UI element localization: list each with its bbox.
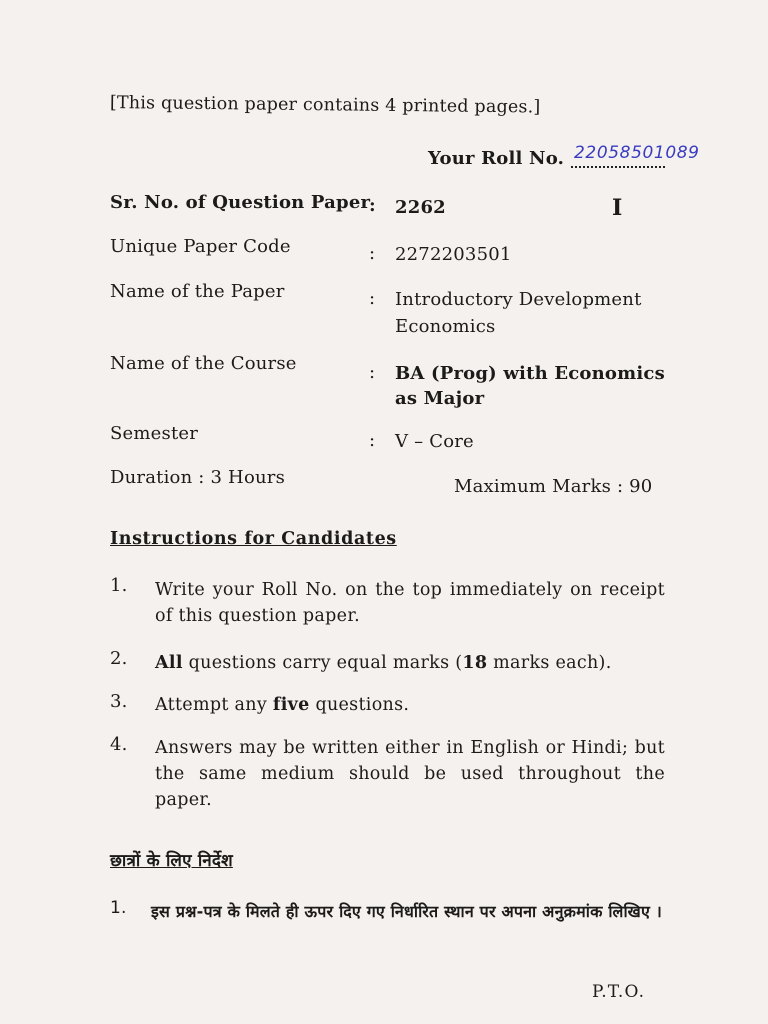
hindi-instructions-title: छात्रों के लिए निर्देश [110, 851, 233, 871]
instruction-number: 2. [110, 648, 128, 669]
upc-label: Unique Paper Code [110, 236, 291, 257]
semester-value: V – Core [395, 431, 474, 452]
instruction-text: Write your Roll No. on the top immediately on receipt of this question paper. [155, 580, 665, 626]
instruction-number: 3. [110, 691, 128, 712]
instruction-text-part: questions carry equal marks ( [182, 653, 463, 673]
semester-label: Semester [110, 423, 199, 444]
hindi-instruction-number: 1. [110, 898, 127, 918]
instruction-text-part: marks each). [487, 653, 612, 673]
instruction-number: 1. [110, 575, 128, 596]
course-name-colon: : [369, 362, 376, 383]
instruction-emphasis: 18 [462, 653, 488, 673]
set-letter: I [612, 195, 623, 221]
paper-name-label: Name of the Paper [110, 281, 285, 302]
sr-no-label: Sr. No. of Question Paper [110, 192, 371, 213]
semester-colon: : [369, 430, 376, 451]
instructions-title: Instructions for Candidates [110, 529, 397, 549]
instruction-text-part: Attempt any [155, 695, 273, 715]
instruction-text: Answers may be written either in English or Hindi; but the same medium should be used throughout the paper. [155, 738, 665, 810]
instruction-emphasis: All [155, 653, 183, 673]
roll-number-handwritten: 22058501089 [574, 143, 700, 163]
roll-number-label: Your Roll No. [428, 148, 565, 169]
course-name-line2: as Major [395, 388, 485, 409]
page-count-note: [This question paper contains 4 printed pages.] [109, 93, 541, 118]
sr-no-value: 2262 [395, 197, 446, 218]
maximum-marks: Maximum Marks : 90 [454, 476, 653, 497]
upc-colon: : [369, 243, 376, 264]
paper-name-line1: Introductory Development [395, 289, 642, 310]
hindi-instruction-text: इस प्रश्न-पत्र के मिलते ही ऊपर दिए गए निर्धारित स्थान पर अपना अनुक्रमांक लिखिए । [151, 902, 663, 921]
instruction-text-part: questions. [309, 695, 410, 715]
course-name-line1: BA (Prog) with Economics [395, 363, 665, 384]
instruction-text [155, 692, 665, 718]
instruction-number: 4. [110, 734, 128, 755]
sr-no-colon: : [369, 195, 376, 216]
paper-name-line2: Economics [395, 316, 496, 337]
paper-name-colon: : [369, 288, 376, 309]
please-turn-over: P.T.O. [592, 982, 646, 1002]
duration: Duration : 3 Hours [110, 467, 286, 488]
instruction-text [155, 650, 665, 676]
upc-value: 2272203501 [395, 244, 512, 265]
course-name-label: Name of the Course [110, 353, 297, 374]
instruction-emphasis: five [272, 695, 310, 715]
